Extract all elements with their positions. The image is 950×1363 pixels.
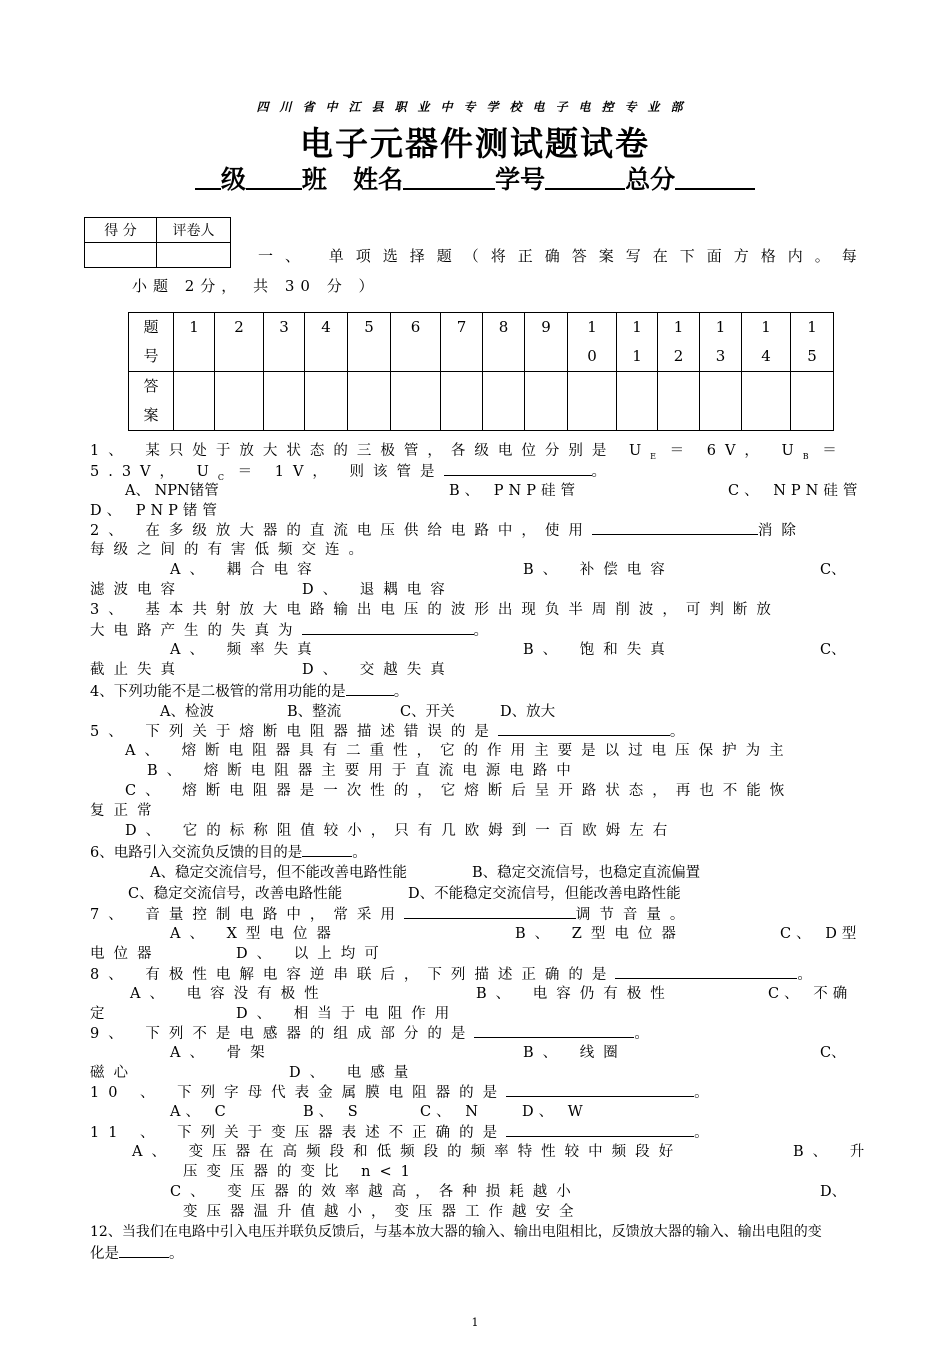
question-number-cell: 12 bbox=[658, 313, 700, 372]
question-3: 3、 基本共射放大电路输出电压的波形出现负半周削波，可判断放 bbox=[90, 602, 780, 618]
question-9: 9、 下列不是电感器的组成部分的是 。 bbox=[90, 1023, 658, 1044]
question-12-cont: 化是 。 bbox=[90, 1243, 184, 1264]
q4-option-d: D、放大 bbox=[500, 704, 556, 720]
q10-answer-blank[interactable] bbox=[506, 1082, 694, 1097]
question-5: 5、 下列关于熔断电阻器描述错误的是 。 bbox=[90, 721, 693, 742]
question-number-cell: 7 bbox=[441, 313, 483, 372]
answer-cell[interactable] bbox=[525, 372, 568, 431]
question-number-label: 题号 bbox=[129, 313, 174, 372]
answer-table-number-row bbox=[129, 313, 834, 372]
question-2: 2、 在多级放大器的直流电压供给电路中，使用 消除 bbox=[90, 520, 805, 541]
answer-cell[interactable] bbox=[348, 372, 391, 431]
question-number-cell: 1 bbox=[174, 313, 215, 372]
q2-option-c-text: 滤波电容 bbox=[90, 582, 184, 598]
q6-option-b: B、稳定交流信号，也稳定直流偏置 bbox=[472, 865, 701, 881]
q8-option-a: A、 电容没有极性 bbox=[130, 986, 328, 1002]
q11-answer-blank[interactable] bbox=[506, 1122, 694, 1137]
q7-option-c: C、 D型 bbox=[780, 926, 862, 942]
answer-cell[interactable] bbox=[791, 372, 834, 431]
score-box bbox=[84, 217, 231, 268]
q1-answer-blank[interactable] bbox=[444, 461, 592, 476]
question-number-cell: 3 bbox=[264, 313, 305, 372]
student-id-blank[interactable] bbox=[545, 166, 625, 190]
q3-option-b: B、 饱和失真 bbox=[523, 642, 674, 658]
q8-answer-blank[interactable] bbox=[615, 964, 797, 979]
q6-option-d: D、不能稳定交流信号，但能改善电路性能 bbox=[408, 886, 681, 902]
question-11: 11 、 下列关于变压器表述不正确的是 。 bbox=[90, 1122, 718, 1143]
question-2-cont: 每级之间的有害低频交连。 bbox=[90, 542, 372, 558]
q7-option-a: A、 X型电位器 bbox=[170, 926, 340, 942]
q7-answer-blank[interactable] bbox=[404, 904, 576, 919]
answer-cell[interactable] bbox=[483, 372, 525, 431]
q11-option-b: B、 升 bbox=[793, 1144, 874, 1160]
question-number-cell: 4 bbox=[305, 313, 348, 372]
q9-option-c-cont: 磁心 bbox=[90, 1065, 137, 1081]
question-number-cell: 11 bbox=[617, 313, 658, 372]
q11-option-d-cont: 变压器温升值越小，变压器工作越安全 bbox=[183, 1204, 583, 1220]
answer-cell[interactable] bbox=[700, 372, 742, 431]
q9-option-a: A、 骨架 bbox=[170, 1045, 274, 1061]
q1-option-c: C、 NPN硅管 bbox=[728, 483, 863, 499]
q10-option-c: C、 N bbox=[420, 1104, 483, 1120]
question-1: 1、 某只处于放大状态的三极管，各级电位分别是 $U_E = 6V$， $U_B$ ＝ bbox=[90, 443, 846, 461]
q12-answer-blank[interactable] bbox=[119, 1243, 169, 1258]
q6-answer-blank[interactable] bbox=[302, 842, 352, 857]
class-blank[interactable] bbox=[246, 166, 302, 190]
q9-option-d: D、 电感量 bbox=[289, 1065, 418, 1081]
question-6: 6、电路引入交流负反馈的目的是 。 bbox=[90, 842, 367, 863]
answer-cell[interactable] bbox=[568, 372, 617, 431]
answer-cell[interactable] bbox=[658, 372, 700, 431]
q8-option-b: B、 电容仍有极性 bbox=[476, 986, 674, 1002]
question-8: 8、 有极性电解电容逆串联后，下列描述正确的是 。 bbox=[90, 964, 821, 985]
question-number-cell: 5 bbox=[348, 313, 391, 372]
answer-cell[interactable] bbox=[174, 372, 215, 431]
answer-cell[interactable] bbox=[215, 372, 264, 431]
q10-option-d: D、 W bbox=[522, 1104, 588, 1120]
q5-answer-blank[interactable] bbox=[498, 721, 670, 736]
answer-cell[interactable] bbox=[441, 372, 483, 431]
q2-option-b: B、 补偿电容 bbox=[523, 562, 674, 578]
question-number-cell: 14 bbox=[742, 313, 791, 372]
q10-option-a: A、 C bbox=[170, 1104, 231, 1120]
q5-option-a: A、 熔断电阻器具有二重性，它的作用主要是以过电压保护为主 bbox=[125, 743, 793, 759]
grade-label: 级 bbox=[220, 165, 246, 194]
question-number-cell: 2 bbox=[215, 313, 264, 372]
q5-option-b: B、 熔断电阻器主要用于直流电源电路中 bbox=[147, 763, 580, 779]
answer-table-answer-row bbox=[129, 372, 834, 431]
question-1-cont: 5.3V， $U_C = 1V$， 则该管是 。 bbox=[90, 461, 606, 488]
score-header: 得 分 bbox=[85, 218, 157, 243]
name-blank[interactable] bbox=[403, 166, 495, 190]
class-label: 班 bbox=[301, 165, 327, 194]
q3-answer-blank[interactable] bbox=[302, 620, 474, 635]
q3-option-c: C、 bbox=[820, 642, 846, 658]
q9-answer-blank[interactable] bbox=[474, 1023, 634, 1038]
q1-option-d: D、 PNP锗管 bbox=[90, 503, 222, 519]
q8-option-c: C、 不确 bbox=[768, 986, 853, 1002]
q10-option-b: B、 S bbox=[303, 1104, 363, 1120]
q4-option-c: C、开关 bbox=[400, 704, 455, 720]
answer-cell[interactable] bbox=[305, 372, 348, 431]
question-10: 10 、 下列字母代表金属膜电阻器的是 。 bbox=[90, 1082, 718, 1103]
school-name: 四川省中江县职业中专学校电子电控专业部 bbox=[256, 100, 694, 114]
answer-cell[interactable] bbox=[617, 372, 658, 431]
q3-option-d: D、 交越失真 bbox=[302, 662, 454, 678]
q11-option-b-cont: 压变压器的变比 n<1 bbox=[183, 1164, 419, 1180]
page-title: 电子元器件测试题试卷 bbox=[300, 124, 650, 163]
q6-option-c: C、稳定交流信号，改善电路性能 bbox=[128, 886, 343, 902]
q3-option-c-text: 截止失真 bbox=[90, 662, 184, 678]
page-number: 1 bbox=[471, 1316, 479, 1329]
q4-answer-blank[interactable] bbox=[346, 681, 394, 696]
student-info-line bbox=[0, 160, 950, 196]
q9-option-b: B、 线圈 bbox=[523, 1045, 627, 1061]
question-12: 12、当我们在电路中引入电压并联负反馈后，与基本放大器的输入、输出电阻相比，反馈放大器的输入、输出电阻的变 bbox=[90, 1224, 822, 1240]
question-7: 7、 音量控制电路中，常采用 调节音量。 bbox=[90, 904, 693, 925]
q4-option-b: B、整流 bbox=[287, 704, 342, 720]
q5-option-c: C、 熔断电阻器是一次性的，它熔断后呈开路状态，再也不能恢 bbox=[125, 783, 794, 799]
q11-option-a: A、 变压器在高频段和低频段的频率特性较中频段好 bbox=[132, 1144, 683, 1160]
question-4: 4、下列功能不是二极管的常用功能的是 。 bbox=[90, 681, 408, 702]
q7-option-d: D、 以上均可 bbox=[236, 946, 388, 962]
answer-cell[interactable] bbox=[264, 372, 305, 431]
section1-heading: 一、 单项选择题（将正确答案写在下面方格内。每 bbox=[258, 247, 869, 265]
q4-option-a: A、检波 bbox=[160, 704, 214, 720]
q9-option-c: C、 bbox=[820, 1045, 846, 1061]
grader-header: 评卷人 bbox=[157, 218, 231, 243]
answer-cell[interactable] bbox=[391, 372, 441, 431]
answer-table bbox=[128, 312, 834, 431]
q7-option-b: B、 Z型电位器 bbox=[515, 926, 685, 942]
q3-option-a: A、 频率失真 bbox=[170, 642, 321, 658]
q5-option-d: D、 它的标称阻值较小，只有几欧姆到一百欧姆左右 bbox=[125, 823, 677, 839]
q8-option-d: D、 相当于电阻作用 bbox=[236, 1006, 459, 1022]
question-number-cell: 6 bbox=[391, 313, 441, 372]
total-score-blank[interactable] bbox=[675, 166, 755, 190]
q7-option-c-cont: 电位器 bbox=[90, 946, 161, 962]
name-label: 姓名 bbox=[353, 165, 404, 194]
q1-option-a: A、 NPN锗管 bbox=[125, 483, 219, 499]
answer-label: 答案 bbox=[129, 372, 174, 431]
q5-option-c-cont: 复正常 bbox=[90, 803, 161, 819]
q11-option-d: D、 bbox=[820, 1184, 847, 1200]
q2-answer-blank[interactable] bbox=[592, 520, 758, 535]
student-id-label: 学号 bbox=[495, 165, 546, 194]
q2-option-c: C、 bbox=[820, 562, 846, 578]
score-cell[interactable] bbox=[85, 243, 157, 268]
q8-option-c-cont: 定 bbox=[90, 1006, 105, 1022]
grader-cell[interactable] bbox=[157, 243, 231, 268]
question-3-cont: 大电路产生的失真为 。 bbox=[90, 620, 497, 641]
q6-option-a: A、稳定交流信号，但不能改善电路性能 bbox=[150, 865, 407, 881]
total-score-label: 总分 bbox=[625, 165, 676, 194]
q2-option-d: D、 退耦电容 bbox=[302, 582, 454, 598]
question-number-cell: 8 bbox=[483, 313, 525, 372]
question-number-cell: 15 bbox=[791, 313, 834, 372]
question-number-cell: 13 bbox=[700, 313, 742, 372]
answer-cell[interactable] bbox=[742, 372, 791, 431]
section1-heading-cont: 小题 2分， 共 30 分 ） bbox=[132, 277, 380, 295]
q2-option-a: A、 耦合电容 bbox=[170, 562, 321, 578]
q1-option-b: B、 PNP硅管 bbox=[449, 483, 580, 499]
q11-option-c: C、 变压器的效率越高，各种损耗越小 bbox=[170, 1184, 580, 1200]
question-number-cell: 10 bbox=[568, 313, 617, 372]
question-number-cell: 9 bbox=[525, 313, 568, 372]
